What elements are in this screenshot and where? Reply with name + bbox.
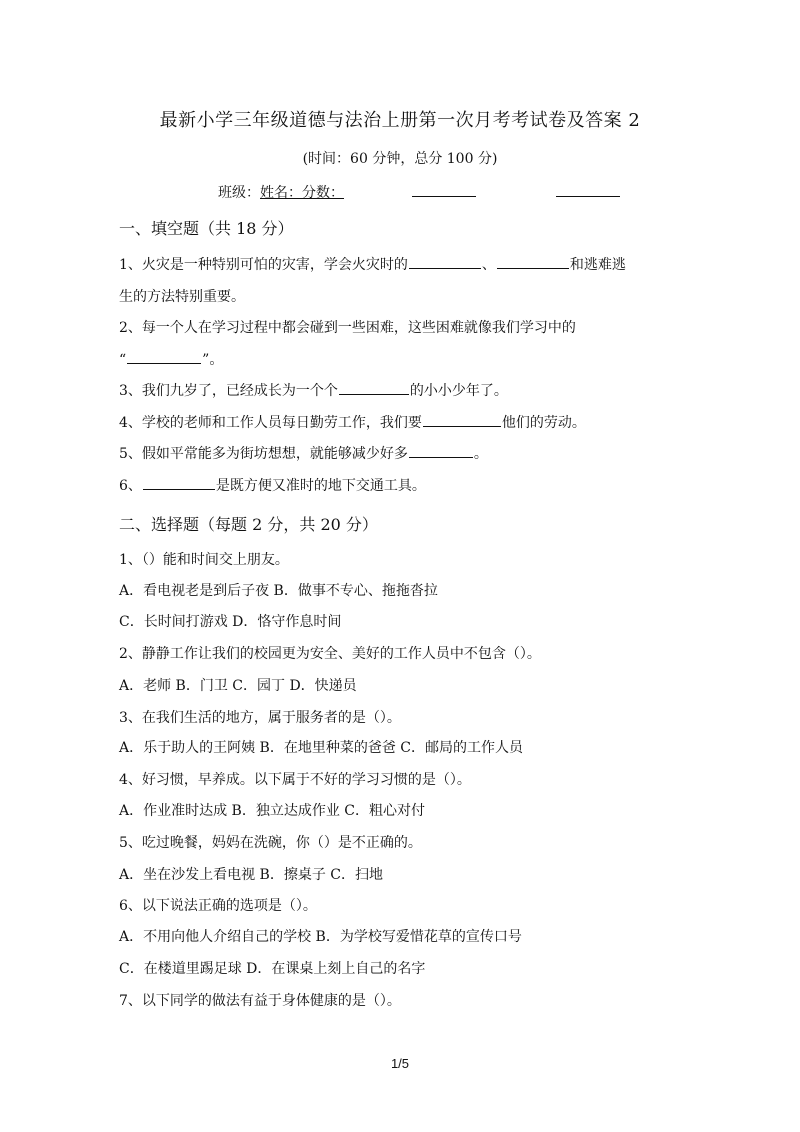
question-1-sep: 、 <box>481 257 496 273</box>
answer-blank[interactable] <box>127 349 201 364</box>
choice-line: 6、以下说法正确的选项是（）。 <box>119 898 317 914</box>
choice-line: A．作业准时达成 B．独立达成作业 C．粗心对付 <box>119 803 426 819</box>
choice-line: A．坐在沙发上看电视 B．擦桌子 C．扫地 <box>119 867 384 883</box>
choice-line: 3、在我们生活的地方，属于服务者的是（）。 <box>119 710 401 726</box>
question-2-close-quote: ”。 <box>202 352 224 368</box>
choice-line: A．老师 B．门卫 C．园丁 D．快递员 <box>119 678 357 694</box>
question-3-text-b: 的小小少年了。 <box>409 383 508 399</box>
choice-line: A．看电视老是到后子夜 B．做事不专心、拖拖沓拉 <box>119 583 438 599</box>
score-blank[interactable] <box>556 196 620 197</box>
choice-line: 1、（）能和时间交上朋友。 <box>119 552 289 568</box>
answer-blank[interactable] <box>497 254 569 269</box>
choice-line: C．长时间打游戏 D．恪守作息时间 <box>119 614 342 630</box>
student-info-line <box>0 182 800 206</box>
choice-line: A．不用向他人介绍自己的学校 B．为学校写爱惜花草的宣传口号 <box>119 929 522 945</box>
section-multiple-choice-heading: 二、选择题（每题 2 分，共 20 分） <box>119 515 378 534</box>
question-4-text-a: 4、学校的老师和工作人员每日勤劳工作，我们要 <box>119 415 422 431</box>
choice-line: C．在楼道里踢足球 D．在课桌上刻上自己的名字 <box>119 961 426 977</box>
choice-line: 5、吃过晚餐，妈妈在洗碗，你（）是不正确的。 <box>119 835 422 851</box>
question-5-text-a: 5、假如平常能多为街坊想想，就能够减少好多 <box>119 446 408 462</box>
question-6 <box>119 475 426 495</box>
answer-blank[interactable] <box>339 380 409 395</box>
class-label: 班级： <box>218 185 260 201</box>
question-2-open-quote: “ <box>119 352 127 368</box>
question-6-text-b: 是既方便又准时的地下交通工具。 <box>215 478 426 494</box>
question-3 <box>119 380 508 400</box>
question-5 <box>119 443 488 463</box>
choice-line: 2、静静工作让我们的校园更为安全、美好的工作人员中不包含（）。 <box>119 646 541 662</box>
question-2-line-2 <box>119 349 223 369</box>
name-blank[interactable] <box>412 196 476 197</box>
section-fill-blank-heading: 一、填空题（共 18 分） <box>119 219 294 238</box>
exam-subtitle: (时间：60 分钟，总分 100 分) <box>302 151 498 167</box>
question-1-text-a: 1、火灾是一种特别可怕的灾害，学会火灾时的 <box>119 257 408 273</box>
question-5-text-b: 。 <box>473 446 488 462</box>
question-4-text-b: 他们的劳动。 <box>501 415 586 431</box>
page-number: 1/5 <box>390 1056 410 1071</box>
question-3-text-a: 3、我们九岁了，已经成长为一个个 <box>119 383 338 399</box>
student-info-labels <box>218 182 344 202</box>
choice-line: A．乐于助人的王阿姨 B．在地里种菜的爸爸 C．邮局的工作人员 <box>119 740 524 756</box>
choice-line: 4、好习惯，早养成。以下属于不好的学习习惯的是（）。 <box>119 772 471 788</box>
score-label: 分数： <box>302 185 344 201</box>
exam-title: 最新小学三年级道德与法治上册第一次月考考试卷及答案 2 <box>159 110 641 131</box>
answer-blank[interactable] <box>143 475 215 490</box>
question-6-text-a: 6、 <box>119 478 142 494</box>
answer-blank[interactable] <box>409 443 473 458</box>
question-1-line-2: 生的方法特别重要。 <box>119 289 245 305</box>
question-2-line-1: 2、每一个人在学习过程中都会碰到一些困难，这些困难就像我们学习中的 <box>119 320 576 336</box>
question-1-line-1 <box>119 254 626 274</box>
answer-blank[interactable] <box>423 412 501 427</box>
question-1-text-b: 和逃难逃 <box>569 257 626 273</box>
name-label: 姓名： <box>260 185 302 201</box>
choice-line: 7、以下同学的做法有益于身体健康的是（）。 <box>119 993 401 1009</box>
question-4 <box>119 412 586 432</box>
answer-blank[interactable] <box>409 254 481 269</box>
